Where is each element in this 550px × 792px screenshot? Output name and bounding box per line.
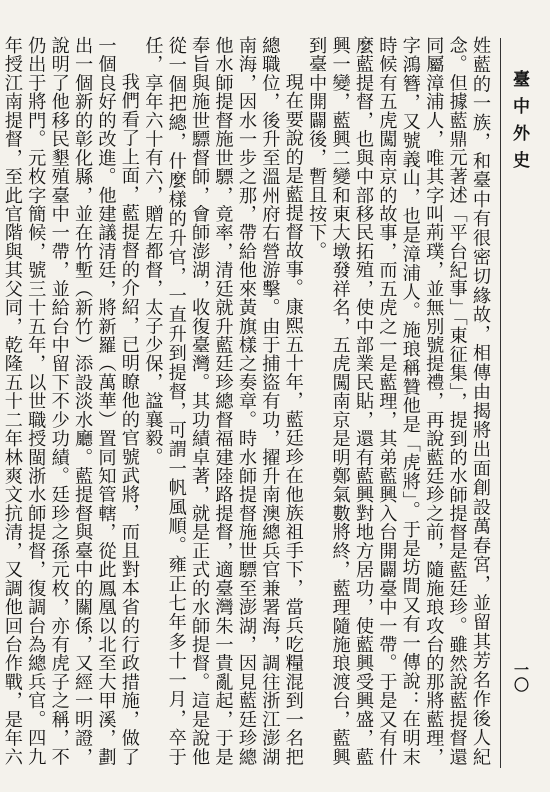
paragraph-text: 現在要說的是藍提督故事。 bbox=[282, 72, 304, 298]
paragraph bbox=[0, 36, 141, 766]
paragraph-text: 姓藍的一族，和臺中有很密切緣故，相傳由揭將出面創設萬春宮，並留其芳名作後人紀念。但據藍鼎元著述「平台紀事」「東征集」，提到的水師提督是藍廷珍。雖然說藍提督還同屬漳浦人，唯其字叫荊璞，並無別號提禮，再說藍廷珍之前，隨施琅攻台的那將藍理，字鴻簪，又號義山，也是漳浦人。施琅稱贊他是「虎將」。于是坊間又有一傳說：在明末時候有五虎闖南京的故事，而五虎之一是藍理，其弟藍興入台開闢臺中一帶。于是又有什麼藍提督，也與中部移民拓殖，使中部業民貼，還有藍興對地方居功，使藍興受興盛，藍興一變，藍興二變和東大墩發祥名，五虎闖南京是明鄭氣數將終，藍理隨施琅渡台，藍興到臺中開闢後，暫且按下。 bbox=[306, 36, 491, 766]
header-divider-rule bbox=[500, 38, 501, 768]
paragraph-text: 我們看了上面，藍提督的介紹，已明瞭他的官號武將，而且對本省的行政措施，做了一個良好的改進。他建議清廷，將新羅（萬華）置同知管轄，從此鳳凰以北至大甲溪，劃出一個新的彰化縣，並在竹塹（新竹）添設淡水廳。藍提督與臺中的關係，又經一明證，說明了他移民墾殖臺中一帶，並給台中留下不少功績。廷珍之孫元枚，亦有虎子之稱，不仍出于將門。元枚字簡候，號三十五年，以世職授閩浙水師提督，復調台為總兵官。四九年授江南提督，至此官階與其父同，乾隆五十二年林爽文抗清，又調他回台作戰，是年六 bbox=[1, 36, 140, 766]
body-text-column-block bbox=[1, 36, 492, 766]
paragraph-text: 康熙五十年，藍廷珍在他族祖手下，當兵吃糧混到一名把總職位，後升至溫州府右營游擊。由于捕盜有功，擢升南澳總兵官兼署海，調往浙江澎湖南海，因水一步之那，帶給他來黃旗樣之奏章。時水師提督施世驃至澎湖，因見藍廷珍總他水師提督施世驃，竟率，清廷就升藍廷珍總督福建陸路提督，適臺灣朱一貴亂起，于是奉旨與施世驃督師，會師澎湖，收復臺灣。其功績卓著，就是正式的水師提督。這是說他從一個把總，什麼樣的升官，一直升到提督，可謂一帆風順。雍正七年多十一月，卒于任，享年六十有六，贈左都督，太子少保，諡襄毅。 bbox=[142, 36, 304, 766]
running-header-title: 臺中外史 bbox=[509, 70, 529, 178]
page-number: 一〇 bbox=[512, 662, 530, 692]
paragraph bbox=[141, 36, 305, 766]
paragraph bbox=[305, 36, 492, 766]
